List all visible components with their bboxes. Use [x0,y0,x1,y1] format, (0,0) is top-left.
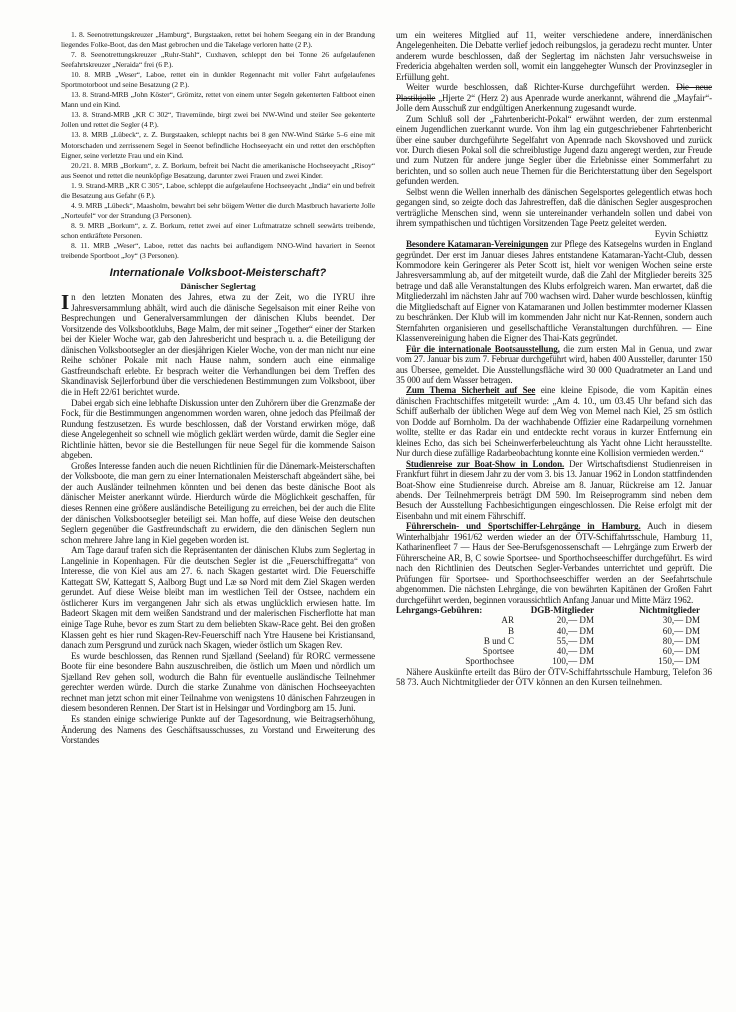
notice-lead: Führerschein- und Sportschiffer-Lehrgänge in Hamburg. [406,521,641,532]
fee-nonmember-price: 60,— DM [662,625,700,636]
rescue-note: 20./21. 8. MRB „Borkum“, z. Z. Borkum, befreit bei Nacht die amerikanische Hochseeyacht „Risoy“ aus Seenot und rettet die neunköpfige Besatzung, darunter zwei Frauen und zwei Kinder. [61,160,375,180]
paragraph-text: „Hjerte 2“ (Herz 2) aus Apenrade wurde anerkannt, während die „Mayfair“-Jolle dem Ausschuß zur endgültigen Anerkennung zugesandt wurde. [396,92,712,114]
article-paragraph: Großes Interesse fanden auch die neuen Richtlinien für die Dänemark-Meisterschaften der Volksboote, die man gern zu einer Internationalen Meisterschaft abgeändert sähe, bei der auch Ausländer teilnehmen könnten und bei denen das beste dänische Boot als dänischer Meister anerkannt würde. Hierdurch würde die Möglichkeit geschaffen, für dieses Rennen eine größere ausländische Beteiligung zu erreichen, bei der auch die Elite der dänischen Volksbootsegler beteiligt sei. Man hoffe, auf diese Weise den deutschen Seglern gegenüber die Gastfreundschaft zu erwidern, die den dänischen Seglern nun schon mehrere Jahre lang in Kiel gegeben worden ist. [61,460,375,545]
fee-nonmember-price: 150,— DM [658,656,700,667]
article-paragraph: Es standen einige schwierige Punkte auf der Tagesordnung, wie Beitragserhöhung, Änderung des Namens des Geschäftsausschusses, zu Vorstand und Erweiterung des Vorstandes [61,713,375,746]
article-paragraph: Selbst wenn die Wellen innerhalb des dänischen Segelsportes gelegentlich etwas hoch gegangen sind, so zeigte doch das Jahrestreffen, daß die dänischen Segler ausgesprochen verträgliche Menschen sind, wenn sie untereinander verhandeln sollen und dabei von ihrem sympathischen und tüchtigen Vorsitzenden Tage Peetz geleitet werden. [396,186,712,229]
fee-header-nonmembers: Nichtmitglieder [639,604,700,615]
rescue-note: 7. 8. Seenotrettungskreuzer „Ruhr-Stahl“, Cuxhaven, schleppt den bei Tonne 26 aufgelaufenen Seefahrtskreuzer „Neraida“ frei (6 P.). [61,50,375,70]
rescue-note: 1. 9. Strand-MRB „KR C 305“, Laboe, schleppt die aufgelaufene Hochseeyacht „India“ ein und befreit die Besatzung aus Gefahr (6 P.). [61,180,375,200]
notice-lead: Für die internationale Bootsausstellung, [406,343,560,354]
article-paragraph: Dabei ergab sich eine lebhafte Diskussion unter den Zuhörern über die Grenzmaße der Fock, für die Bestimmungen angenommen worden waren, ohne jedoch das Pfeilmaß der Rundung festzusetzen. Es wurde beschlossen, daß der Vorstand erwirken möge, daß diese Angelegenheit so schnell wie möglich geklärt werden würde, damit die Segler eine Richtlinie hätten, bevor sie die Bestellungen für neue Segel für die kommende Saison abgeben. [61,397,375,461]
fee-footer: Nähere Auskünfte erteilt das Büro der ÖTV-Schiffahrtsschule Hamburg, Telefon 36 58 73. Auch Nichtmitglieder der ÖTV können an den Kursen teilnehmen. [396,666,712,688]
notice-text: zur Pflege des Katsegelns wurden in England gegründet. Der erst im Januar dieses Jahres entstandene Katamaran-Yacht-Club, dessen Kommodore kein Geringerer als Peter Scott ist, hielt vor wenigen Wochen seine erste Jahresversammlung ab, auf der mitgeteilt wurde, daß die Zahl der Mitglieder bereits 325 betrage und daß alle Veranstaltungen des Klubs erfolgreich waren. Man erwartet, daß die Mitgliederzahl im nächsten Jahr auf 700 wachsen wird. Daher wurde beschlossen, künftig die Mitgliedschaft auf Eigner von Katamaranen und Jollen bestimmter moderner Klassen zu beschränken. Der Klub will im kommenden Jahr nicht nur Kat-Rennen, sondern auch Sternfahrten organisieren und gesellschaftliche Veranstaltungen durchführen. — Eine Klassenvereinigung haben die Eigner des Thai-Kats gegründet. [396,239,712,344]
article-paragraph [396,82,712,113]
fee-member-price: 55,— DM [556,635,594,646]
struck-text: Die neue Plastikjolle [396,82,712,103]
fee-row [396,636,712,646]
paragraph-text: Weiter wurde beschlossen, daß Richter-Kurse durchgeführt werden. [406,82,677,93]
fee-row [396,626,712,636]
notice-text: eine kleine Episode, die vom Kapitän eines dänischen Frachtschiffes mitgeteilt wurde: „Am 4. 10., um 03.45 Uhr befand sich das Schiff außerhalb der üblichen Wege auf dem Weg von Memel nach Kiel, 25 sm östlich von Dodde auf Bornholm. Da der wachhabende Offizier eine Radarpeilung vornehmen wollte, stellte er das Radar ein und entdeckte recht voraus in kurzer Entfernung ein kleines Echo, das sich bei Scheinwerferbeleuchtung als Yacht ohne Licht herausstellte. Nur durch diese zufällige Radarbeobachtung konnte eine Kollision vermieden werden.“ [396,385,713,459]
fee-course: Sporthochsee [465,656,514,667]
rescue-note: 8. 9. MRB „Borkum“, z. Z. Borkum, rettet zwei auf einer Luftmatratze schnell seewärts treibende, schon entkräftete Personen. [61,220,375,240]
fee-header-label: Lehrgangs-Gebühren: [396,604,483,615]
fee-row [396,656,712,666]
notice [396,459,712,522]
notice-text: Auch in diesem Winterhalbjahr 1961/62 werden wieder an der ÖTV-Schiffahrtsschule, Hamburg 11, Katharinenfleet 7 — Haus der See-Berufsgenossenschaft — Lehrgänge zum Erwerb der Führerscheine AR, B, C sowie Sportsee- und Sporthochseeschiffer durchgeführt. Es wird nach den Richtlinien des Deutschen Segler-Verbandes unterrichtet und geprüft. Die Prüfungen für Sportsee- und Sporthochseeschiffer werden an der Seefahrtschule abgenommen. Die nächsten Lehrgänge, die von bewährten Kapitänen der Großen Fahrt durchgeführt werden, beginnen voraussichtlich Anfang Januar und Mitte März 1962. [396,521,712,605]
fee-table-header [396,605,712,615]
fee-course: AR [501,615,514,626]
notice [396,239,712,344]
notice-text: Der Wirtschaftsdienst Studienreisen in Frankfurt führt in diesem Jahr zu der vom 3. bis 13. Januar 1962 in London stattfindenden Boat-Show eine Studienreise durch. Abreise am 8. Januar, Rückreise am 12. Januar abends. Der Teilnehmerpreis beträgt DM 590. Im Reiseprogramm sind neben dem Besuch der Ausstellung Fachbesichtigungen eingeschlossen. Die Reise erfolgt mit der Eisenbahn und mit einem Fährschiff. [396,458,712,521]
left-column [61,30,375,746]
notice-lead: Studienreise zur Boat-Show in London. [406,458,565,469]
drop-cap: I [61,290,70,315]
right-column [396,30,712,688]
fee-member-price: 100,— DM [552,656,594,667]
fee-header-members: DGB-Mitglieder [530,604,594,615]
fee-course: B und C [483,635,514,646]
article-title: Internationale Volksboot-Meisterschaft? [109,267,327,280]
rescue-note: 10. 8. MRB „Weser“, Laboe, rettet ein in dunkler Regennacht mit voller Fahrt aufgelaufenes Sportmotorboot und seine Besatzung (2 P.). [61,70,375,90]
fee-nonmember-price: 80,— DM [662,635,700,646]
rescue-note: 13. 8. Strand-MRB „KR C 302“, Travemünde, birgt zwei bei NW-Wind und steiler See gekenterte Jollen und rettet die Segler (4 P.). [61,110,375,130]
fee-member-price: 20,— DM [556,615,594,626]
fee-member-price: 40,— DM [556,625,594,636]
fee-nonmember-price: 60,— DM [662,646,700,657]
rescue-note: 4. 9. MRB „Lübeck“, Maasholm, bewahrt bei sehr böigem Wetter die durch Mastbruch havarierte Jolle „Norteufel“ vor der Strandung (3 Personen). [61,200,375,220]
rescue-note: 13. 8. Strand-MRB „John Köster“, Grömitz, rettet von einem unter Segeln gekenterten Faltboot einen Mann und ein Kind. [61,90,375,110]
fee-row [396,646,712,656]
rescue-list [61,30,375,261]
fee-member-price: 40,— DM [556,646,594,657]
article-subtitle: Dänischer Seglertag [180,281,256,292]
rescue-note: 8. 11. MRB „Weser“, Laboe, rettet das nachts bei auflandigem NNO-Wind havariert in Seenot treibende Sportboot „Joy“ (3 Personen). [61,240,375,261]
fee-row [396,615,712,625]
article-paragraph: Zum Schluß soll der „Fahrtenbericht-Pokal“ erwähnt werden, der zum erstenmal einem Jugendlichen zuerkannt wurde. Von ihm lag ein gutgeschriebener Fahrtenbericht über eine sauber durchgeführte Segelfahrt von Apenrade nach Skovshoved und zurück vor. Durch diesen Pokal soll die schreiblustige Jugend dazu angeregt werden, zur Freude und zum Nutzen für andere junge Segler über die Erlebnisse einer Sommerfahrt zu berichten, und so sollen auch neue Themen für die Berichterstattung über den Segelsport gefunden werden. [396,113,712,187]
article-author: Eyvin Schiøttz [654,228,708,239]
notice-text: die zum ersten Mal in Genua, und zwar vom 27. Januar bis zum 7. Februar durchgeführt wird, haben 400 Aussteller, darunter 150 aus Übersee, gemeldet. Die Ausstellungsfläche wird 30 000 Quadratmeter an Land und 35 000 auf dem Wasser betragen. [396,343,712,385]
notice [396,344,712,386]
fee-course: Sportsee [482,646,514,657]
article-paragraph: Es wurde beschlossen, das Rennen rund Sjælland (Seeland) für RORC vermessene Boote für eine besondere Bahn auszuschreiben, die östlich um Møen und nördlich um Sjælland Rev gehen soll, wodurch die Bahn für eventuelle ausländische Teilnehmer gerechter werden würde. Durch die starke Zunahme von dänischen Hochseeyachten rechnet man jetzt schon mit einer Teilnahme von wenigstens 10 dänischen Fahrzeugen in diesem besonderen Rennen. Der Start ist in Helsingør und Vordingborg am 15. Juni. [61,650,375,714]
notice-lead: Besondere Katamaran-Vereinigungen [406,239,549,250]
article-paragraph: um ein weiteres Mitglied auf 11, weiter verschiedene andere, innerdänischen Angelegenheiten. Die Debatte verlief jedoch reibungslos, ja geradezu recht munter. Unter anderem wurde beschlossen, daß der Seglertag im nächsten Jahr versuchsweise in Fredericia abgehalten werden soll, womit ein langgehegter Wunsch der Provinzsegler in Erfüllung geht. [396,30,712,82]
fee-nonmember-price: 30,— DM [662,615,700,626]
rescue-note: 1. 8. Seenotrettungskreuzer „Hamburg“, Burgstaaken, rettet bei hohem Seegang ein in der Brandung liegendes Folke-Boot, das den Mast gebrochen und die Takelage verloren hatte (2 P.). [61,30,375,50]
notice [396,521,712,605]
article-paragraph [61,292,375,397]
fee-table [396,605,712,667]
notice-lead: Zum Thema Sicherheit auf See [406,385,536,396]
notice [396,385,712,458]
rescue-note: 13. 8. MRB „Lübeck“, z. Z. Burgstaaken, schleppt nachts bei 8 gen NW-Wind Stärke 5–6 eine mit Motorschaden und zerrissenem Segel in Seenot befindliche Hochseeyacht ein und rettet den erschöpften Eigner, seine verletzte Frau und ein Kind. [61,130,375,160]
article-paragraph: Am Tage darauf trafen sich die Repräsentanten der dänischen Klubs zum Seglertag in Langelinie in Kopenhagen. Für die deutschen Segler ist die „Feuerschiffregatta“ von Interesse, die von Kiel aus am 27. 6. nach Skagen gestartet wird. Die Feuerschiffe Kattegatt SW, Kattegatt S, Aalborg Bugt und Læ sø Nord mit dem Ziel Skagen werden gerundet. Auf diese Weise bleibt man im westlichen Teil der Ostsee, nachdem ein östlicherer Kurs im vergangenen Jahr sich als etwas unglücklich erwiesen hatte. Im Badeort Skagen mit dem weißen Sandstrand und der malerischen Fischerflotte hat man einige Tage Ruhe, bevor es zum Start zu dem beliebten Skaw-Race geht. Bei den großen Klassen geht es hier rund Skagen-Rev-Feuerschiff nach Ytre Hausene bei Kristiansand, danach zum Persgrund und zurück nach Skagen, wieder östlich um Skagen Rev. [61,545,375,651]
fee-course: B [507,625,514,636]
paragraph-text: n den letzten Monaten des Jahres, etwa zu der Zeit, wo die IYRU ihre Jahresversammlung abhält, wird auch die dänische Segelsaison mit einer Reihe von Besprechungen und Generalversammlungen der dänischen Klubs beendet. Der Vorsitzende des Volksbootklubs, Bøge Malm, der mit seiner „Together“ einer der Starken bei der Kieler Woche war, gab den Jahresbericht und besprach u. a. die Beteiligung der dänischen Volksbootsegler an der diesjährigen Kieler Woche, von der man nicht nur eine Reihe schöner Pokale mit nach Hause nahm, sondern auch eine einmalige Gastfreundschaft erlebte. Er besprach weiter die Verhandlungen bei dem Treffen des Skandinavisk Sejlerforbund über die verschiedenen Bestimmungen zum Volksboot, über die in Heft 22/61 berichtet wurde. [61,292,375,397]
